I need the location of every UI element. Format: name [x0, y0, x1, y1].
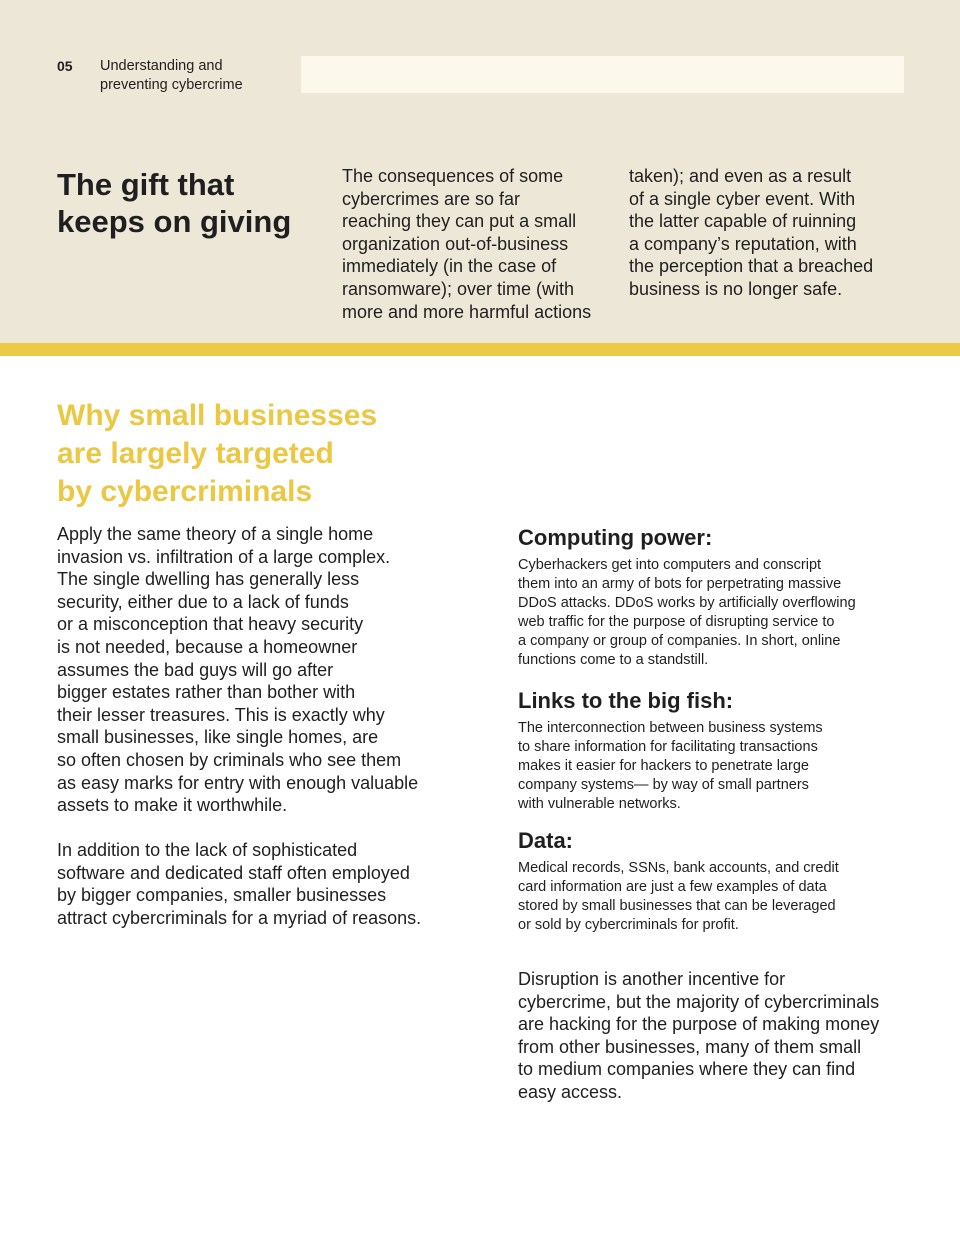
- text-line: Medical records, SSNs, bank accounts, and credit: [518, 860, 839, 876]
- section-body: [518, 556, 856, 670]
- section-computing-power: [518, 524, 856, 670]
- text-line: The interconnection between business systems: [518, 720, 823, 736]
- text-line: a company’s reputation, with: [629, 233, 857, 254]
- text-line: stored by small businesses that can be leveraged: [518, 898, 836, 914]
- section-title: [100, 57, 243, 95]
- text-line: business is no longer safe.: [629, 278, 843, 299]
- text-line: web traffic for the purpose of disrupting service to: [518, 614, 835, 630]
- section-body: [518, 859, 839, 935]
- text-line: easy access.: [518, 1081, 623, 1102]
- text-line: card information are just a few examples of data: [518, 879, 827, 895]
- main-heading: [57, 397, 377, 511]
- text-line: In addition to the lack of sophisticated: [57, 840, 358, 860]
- text-line: security, either due to a lack of funds: [57, 591, 349, 612]
- page-number: 05: [57, 58, 73, 74]
- text-line: a company or group of companies. In short, online: [518, 633, 841, 649]
- text-line: immediately (in the case of: [342, 256, 557, 277]
- text-line: company systems— by way of small partners: [518, 777, 809, 793]
- text-line: with vulnerable networks.: [518, 796, 681, 812]
- text-line: software and dedicated staff often employed: [57, 862, 410, 883]
- title-line: keeps on giving: [57, 204, 292, 239]
- text-line: ransomware); over time (with: [342, 278, 575, 299]
- text-line: attract cybercriminals for a myriad of reasons.: [57, 907, 422, 928]
- closing-paragraph: [518, 968, 879, 1104]
- intro-col2: [629, 165, 873, 301]
- text-line: to share information for facilitating transactions: [518, 739, 818, 755]
- text-line: makes it easier for hackers to penetrate large: [518, 758, 809, 774]
- text-line: the latter capable of ruinning: [629, 211, 857, 232]
- text-line: as easy marks for entry with enough valuable: [57, 772, 419, 793]
- text-line: functions come to a standstill.: [518, 652, 709, 668]
- text-line: so often chosen by criminals who see them: [57, 749, 402, 770]
- text-line: Disruption is another incentive for: [518, 969, 786, 989]
- text-line: reaching they can put a small: [342, 211, 577, 232]
- text-line: Why small businesses: [57, 399, 378, 432]
- intro-col1: [342, 165, 591, 323]
- text-line: more and more harmful actions: [342, 301, 592, 322]
- text-line: organization out-of-business: [342, 233, 569, 254]
- text-line: by cybercriminals: [57, 475, 313, 508]
- section-line: Understanding and: [100, 58, 223, 74]
- text-line: or a misconception that heavy security: [57, 614, 364, 635]
- section-heading: Computing power:: [518, 525, 713, 550]
- text-line: to medium companies where they can find: [518, 1059, 856, 1080]
- text-line: Apply the same theory of a single home: [57, 524, 374, 544]
- text-line: assets to make it worthwhile.: [57, 795, 288, 816]
- header-box: [301, 56, 904, 93]
- section-data: [518, 827, 839, 935]
- intro-title: [57, 166, 291, 240]
- text-line: their lesser treasures. This is exactly why: [57, 704, 385, 725]
- text-line: of a single cyber event. With: [629, 188, 856, 209]
- text-line: by bigger companies, smaller businesses: [57, 885, 387, 906]
- text-line: small businesses, like single homes, are: [57, 727, 379, 748]
- text-line: The single dwelling has generally less: [57, 569, 360, 590]
- title-line: The gift that: [57, 167, 235, 202]
- section-heading: Links to the big fish:: [518, 688, 734, 713]
- text-line: them into an army of bots for perpetrating massive: [518, 576, 842, 592]
- text-line: is not needed, because a homeowner: [57, 636, 358, 657]
- text-line: from other businesses, many of them small: [518, 1036, 862, 1057]
- text-line: Cyberhackers get into computers and conscript: [518, 557, 822, 573]
- section-heading: Data:: [518, 828, 574, 853]
- paragraph-2: [57, 839, 421, 929]
- text-line: The consequences of some: [342, 166, 564, 186]
- text-line: are largely targeted: [57, 437, 334, 470]
- section-links-big-fish: [518, 687, 823, 814]
- text-line: invasion vs. infiltration of a large complex.: [57, 546, 391, 567]
- section-body: [518, 719, 823, 814]
- accent-bar: [0, 343, 960, 356]
- text-line: cybercrime, but the majority of cybercriminals: [518, 991, 880, 1012]
- text-line: assumes the bad guys will go after: [57, 659, 334, 680]
- section-line: preventing cybercrime: [100, 77, 243, 93]
- text-line: bigger estates rather than bother with: [57, 682, 356, 703]
- paragraph-1: [57, 523, 418, 817]
- text-line: taken); and even as a result: [629, 166, 852, 186]
- text-line: cybercrimes are so far: [342, 188, 521, 209]
- text-line: DDoS attacks. DDoS works by artificially overflowing: [518, 595, 856, 611]
- text-line: or sold by cybercriminals for profit.: [518, 917, 739, 933]
- text-line: the perception that a breached: [629, 256, 874, 277]
- text-line: are hacking for the purpose of making money: [518, 1014, 880, 1035]
